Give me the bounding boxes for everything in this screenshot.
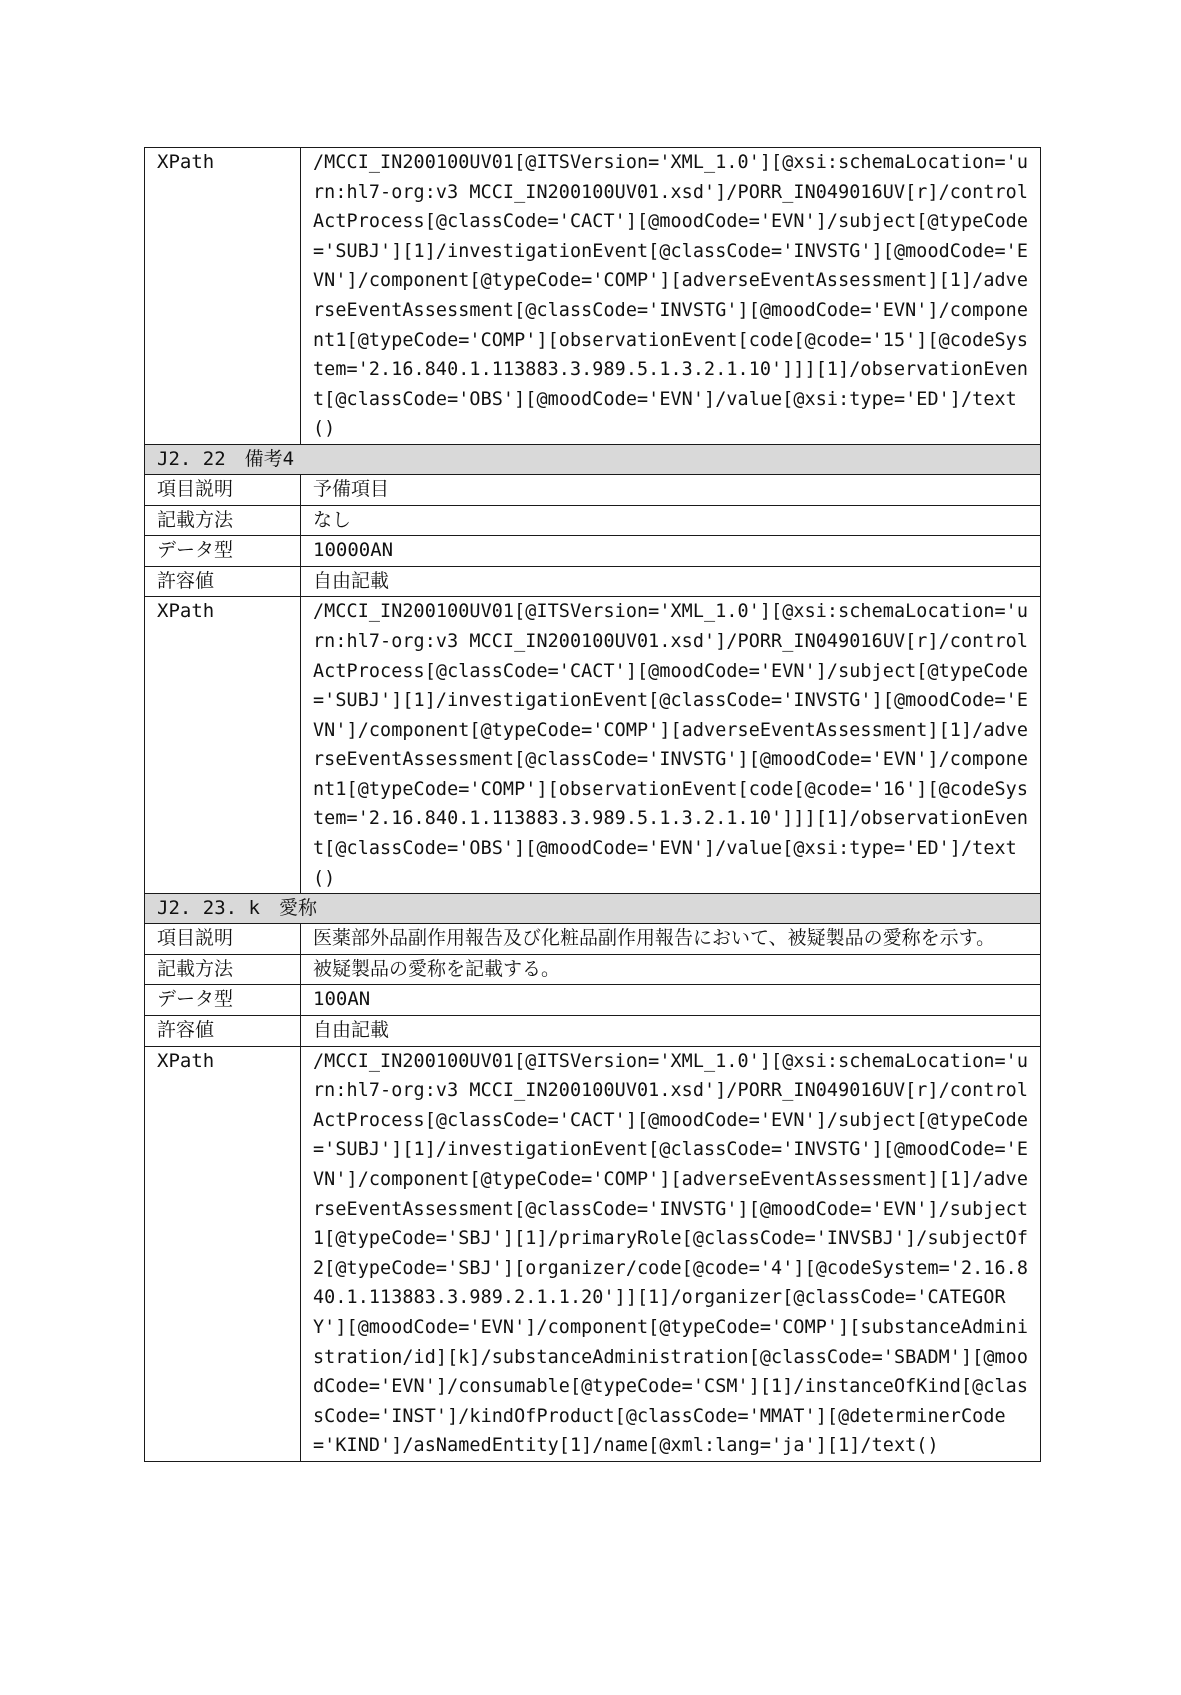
section-header-j2-23-k [145, 894, 1041, 924]
row-value: 医薬部外品副作用報告及び化粧品副作用報告において、被疑製品の愛称を示す。 [301, 924, 1041, 955]
table-row-xpath [145, 148, 1041, 445]
row-label: XPath [145, 597, 301, 894]
table-row-allowed-values [145, 1016, 1041, 1047]
row-label: 項目説明 [145, 924, 301, 955]
row-label: 項目説明 [145, 474, 301, 505]
xpath-value: /MCCI_IN200100UV01[@ITSVersion='XML_1.0'][@xsi:schemaLocation='urn:hl7-org:v3 MCCI_IN200100UV01.xsd']/PORR_IN049016UV[r]/controlActProcess[@classCode='CACT'][@moodCode='EVN']/subject[@typeCode='SUBJ'][1]/investigationEvent[@classCode='INVSTG'][@moodCode='EVN']/component[@typeCode='COMP'][adverseEventAssessment][1]/adverseEventAssessment[@classCode='INVSTG'][@moodCode='EVN']/component1[@typeCode='COMP'][observationEvent[code[@code='15'][@codeSystem='2.16.840.1.113883.3.989.5.1.3.2.1.10']]][1]/observationEvent[@classCode='OBS'][@moodCode='EVN']/value[@xsi:type='ED']/text() [301, 148, 1041, 445]
section-title: J2. 22 備考4 [145, 444, 1041, 474]
row-value: 自由記載 [301, 566, 1041, 597]
row-value: 予備項目 [301, 474, 1041, 505]
row-value: なし [301, 505, 1041, 536]
table-row-xpath [145, 1046, 1041, 1461]
table-row-allowed-values [145, 566, 1041, 597]
row-value: 10000AN [301, 536, 1041, 567]
specification-table [144, 147, 1041, 1462]
table-row-method [145, 954, 1041, 985]
table-row-description [145, 924, 1041, 955]
section-title: J2. 23. k 愛称 [145, 894, 1041, 924]
table-row-datatype [145, 985, 1041, 1016]
row-label: データ型 [145, 536, 301, 567]
document-page [144, 147, 1040, 1462]
table-row-datatype [145, 536, 1041, 567]
row-label: XPath [145, 1046, 301, 1461]
xpath-value: /MCCI_IN200100UV01[@ITSVersion='XML_1.0'][@xsi:schemaLocation='urn:hl7-org:v3 MCCI_IN200100UV01.xsd']/PORR_IN049016UV[r]/controlActProcess[@classCode='CACT'][@moodCode='EVN']/subject[@typeCode='SUBJ'][1]/investigationEvent[@classCode='INVSTG'][@moodCode='EVN']/component[@typeCode='COMP'][adverseEventAssessment][1]/adverseEventAssessment[@classCode='INVSTG'][@moodCode='EVN']/subject1[@typeCode='SBJ'][1]/primaryRole[@classCode='INVSBJ']/subjectOf2[@typeCode='SBJ'][organizer/code[@code='4'][@codeSystem='2.16.840.1.113883.3.989.2.1.1.20']][1]/organizer[@classCode='CATEGORY'][@moodCode='EVN']/component[@typeCode='COMP'][substanceAdministration/id][k]/substanceAdministration[@classCode='SBADM'][@moodCode='EVN']/consumable[@typeCode='CSM'][1]/instanceOfKind[@classCode='INST']/kindOfProduct[@classCode='MMAT'][@determinerCode='KIND']/asNamedEntity[1]/name[@xml:lang='ja'][1]/text() [301, 1046, 1041, 1461]
row-value: 被疑製品の愛称を記載する。 [301, 954, 1041, 985]
row-value: 100AN [301, 985, 1041, 1016]
table-row-xpath [145, 597, 1041, 894]
row-label: データ型 [145, 985, 301, 1016]
table-row-description [145, 474, 1041, 505]
row-label: XPath [145, 148, 301, 445]
section-header-j2-22 [145, 444, 1041, 474]
row-label: 許容値 [145, 1016, 301, 1047]
xpath-value: /MCCI_IN200100UV01[@ITSVersion='XML_1.0'][@xsi:schemaLocation='urn:hl7-org:v3 MCCI_IN200100UV01.xsd']/PORR_IN049016UV[r]/controlActProcess[@classCode='CACT'][@moodCode='EVN']/subject[@typeCode='SUBJ'][1]/investigationEvent[@classCode='INVSTG'][@moodCode='EVN']/component[@typeCode='COMP'][adverseEventAssessment][1]/adverseEventAssessment[@classCode='INVSTG'][@moodCode='EVN']/component1[@typeCode='COMP'][observationEvent[code[@code='16'][@codeSystem='2.16.840.1.113883.3.989.5.1.3.2.1.10']]][1]/observationEvent[@classCode='OBS'][@moodCode='EVN']/value[@xsi:type='ED']/text() [301, 597, 1041, 894]
row-value: 自由記載 [301, 1016, 1041, 1047]
row-label: 記載方法 [145, 505, 301, 536]
row-label: 記載方法 [145, 954, 301, 985]
table-row-method [145, 505, 1041, 536]
row-label: 許容値 [145, 566, 301, 597]
